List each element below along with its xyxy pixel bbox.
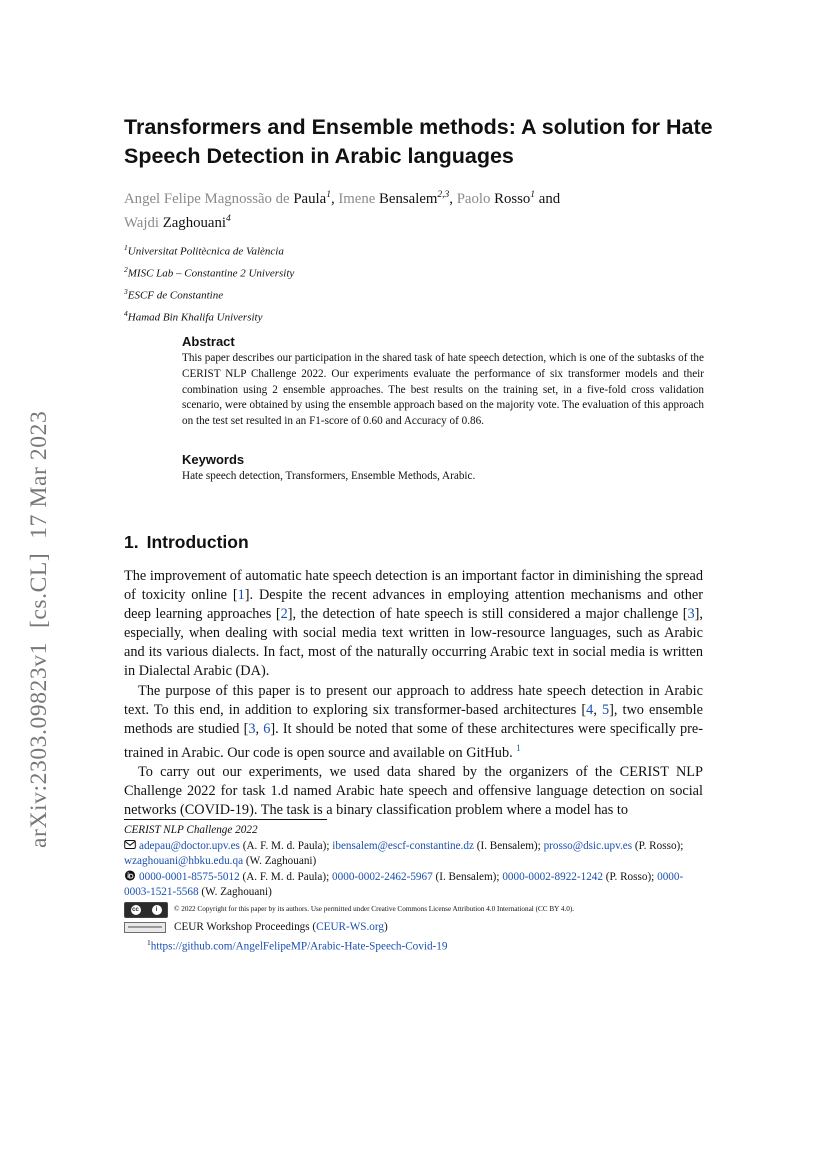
envelope-icon bbox=[124, 839, 136, 850]
keywords-heading: Keywords bbox=[182, 452, 245, 467]
author: Angel Felipe Magnossão de Paula$^1$, bbox=[124, 190, 339, 207]
orcid-link[interactable]: 0000-0002-8922-1242 bbox=[502, 870, 603, 883]
ceur-text: CEUR Workshop Proceedings (CEUR-WS.org) bbox=[174, 920, 388, 933]
ceur-link[interactable]: CEUR-WS.org bbox=[316, 920, 385, 933]
introduction-body bbox=[124, 567, 703, 820]
keywords-text: Hate speech detection, Transformers, Ensemble Methods, Arabic. bbox=[182, 470, 476, 482]
citation-link[interactable]: 4 bbox=[586, 701, 594, 718]
citation-link[interactable]: 3 bbox=[687, 606, 695, 623]
email-line: adepau@doctor.upv.es (A. F. M. d. Paula); ibensalem@escf-constantine.dz (I. Bensalem); prosso@dsic.upv.es (P. Rosso); wzaghouani@hbku.edu.qa (W. Zaghouani) bbox=[124, 839, 684, 867]
section-title: Introduction bbox=[146, 532, 249, 552]
paragraph: The purpose of this paper is to present our approach to address hate speech detection in Arabic text. To this end, in addition to exploring six transformer-based architectures [4, 5], two ensemble methods are studied [3, 6]. It should be noted that some of these architectures were specifically pre-trained in Arabic. Our code is open source and available on GitHub. $^1$ bbox=[124, 682, 704, 761]
section-number: 1. bbox=[124, 532, 139, 552]
footnotes bbox=[124, 823, 703, 955]
arxiv-category: [cs.CL] bbox=[26, 552, 52, 629]
abstract-heading: Abstract bbox=[182, 334, 235, 349]
email-link[interactable]: wzaghouani@hbku.edu.qa bbox=[124, 855, 244, 867]
email-link[interactable]: prosso@dsic.upv.es bbox=[543, 839, 633, 852]
orcid-link[interactable]: 0000-0002-2462-5967 bbox=[332, 870, 433, 883]
abstract-section bbox=[182, 333, 704, 430]
footnote-marker[interactable]: 1 bbox=[516, 742, 521, 753]
abstract-text: This paper describes our participation in the shared task of hate speech detection, which is one of the subtasks of the CERIST NLP Challenge 2022. Our experiments evaluate the performance of six transformer models and their combination using 2 ensemble approaches. The best results on the training set, in a five-fold cross validation scenario, were obtained by using the ensemble approach based on the majority vote. The evaluation of this approach on the test set resulted in an F1-score of 0.60 and Accuracy of 0.86. bbox=[182, 352, 704, 428]
citation-link[interactable]: 5 bbox=[601, 701, 610, 718]
email-link[interactable]: adepau@doctor.upv.es bbox=[139, 839, 240, 852]
copyright-text: © 2022 Copyright for this paper by its authors. Use permitted under Creative Commons License Attribution 4.0 International (CC BY 4.0). bbox=[174, 904, 575, 913]
affiliation: $^3$ESCF de Constantine bbox=[124, 286, 224, 302]
affiliations bbox=[124, 239, 524, 327]
arxiv-id: arXiv:2303.09823v1 bbox=[26, 642, 52, 848]
footnote-1: $^1$https://github.com/AngelFelipeMP/Arabic-Hate-Speech-Covid-19 bbox=[147, 938, 448, 953]
paper-title: Transformers and Ensemble methods: A solution for Hate Speech Detection in Arabic languages bbox=[124, 115, 713, 168]
github-link[interactable]: https://github.com/AngelFelipeMP/Arabic-Hate-Speech-Covid-19 bbox=[150, 940, 448, 953]
orcid-link[interactable]: 0000-0003-1521-5568 bbox=[124, 870, 684, 898]
footnote-rule bbox=[124, 819, 327, 820]
ceur-logo-icon bbox=[124, 922, 166, 933]
author: Wajdi Zaghouani$^4$ bbox=[124, 213, 231, 231]
cc-license-icon: cc i bbox=[124, 902, 168, 918]
ceur-row bbox=[124, 920, 703, 936]
orcid-icon bbox=[124, 870, 136, 881]
license-row bbox=[124, 902, 703, 918]
introduction-heading bbox=[124, 530, 257, 554]
arxiv-date: 17 Mar 2023 bbox=[26, 410, 52, 539]
keywords-section bbox=[182, 451, 704, 485]
affiliation: $^1$Universitat Politècnica de València bbox=[124, 243, 284, 258]
citation-link[interactable]: 6 bbox=[263, 720, 271, 737]
citation-link[interactable]: 3 bbox=[248, 720, 256, 737]
affiliation: $^2$MISC Lab – Constantine 2 University bbox=[124, 264, 295, 280]
orcid-link[interactable]: 0000-0001-8575-5012 bbox=[139, 870, 240, 883]
email-link[interactable]: ibensalem@escf-constantine.dz bbox=[332, 839, 474, 852]
author: Paolo Rosso$^1$ and bbox=[456, 190, 561, 207]
citation-link[interactable]: 1 bbox=[237, 587, 245, 604]
arxiv-stamp bbox=[24, 348, 54, 848]
author: Imene Bensalem$^{2,3}$, bbox=[338, 190, 457, 207]
paragraph: The improvement of automatic hate speech detection is an important factor in diminishing the spread of toxicity online [1]. Despite the recent advances in employing attention mechanisms and other deep learning approaches [2], the detection of hate speech is still considered a major challenge [3], especially, when dealing with social media text written in low-resource languages, such as Arabic and its various dialects. In fact, most of the naturally occurring Arabic text in social media is written in Dialectal Arabic (DA). bbox=[124, 568, 703, 680]
affiliation: $^4$Hamad Bin Khalifa University bbox=[124, 308, 263, 324]
citation-link[interactable]: 2 bbox=[280, 606, 288, 623]
orcid-line: 0000-0001-8575-5012 (A. F. M. d. Paula); 0000-0002-2462-5967 (I. Bensalem); 0000-0002-8922-1242 (P. Rosso); 0000-0003-1521-5568 (W. Zaghouani) bbox=[124, 870, 684, 898]
venue-note: CERIST NLP Challenge 2022 bbox=[124, 824, 258, 836]
paragraph: To carry out our experiments, we used data shared by the organizers of the CERIST NLP Challenge 2022 for task 1.d named Arabic hate speech and offensive language detection on social networks (COVID-19). The task is a binary classification problem where a model has to bbox=[124, 763, 703, 818]
author-list bbox=[124, 185, 684, 233]
